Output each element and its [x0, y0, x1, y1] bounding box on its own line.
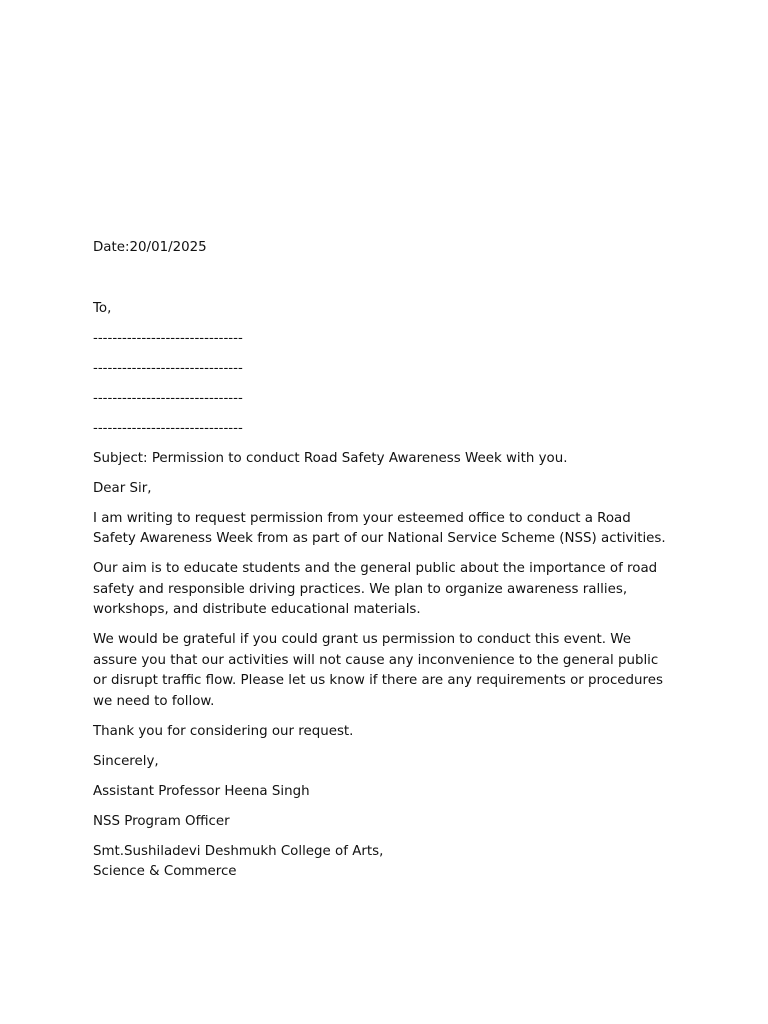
letter-body: [93, 238, 673, 883]
institution-line-1: Smt.Sushiladevi Deshmukh College of Arts,: [93, 843, 384, 859]
signature-name: Assistant Professor Heena Singh: [93, 783, 310, 799]
institution-line-2: Science & Commerce: [93, 864, 237, 879]
address-line-1: -------------------------------: [93, 330, 243, 346]
body-paragraph-2: Our aim is to educate students and the general public about the importance of road safety and responsible driving practices. We plan to organize awareness rallies, workshops, and distribute educational materials.: [93, 561, 658, 617]
address-line-4: -------------------------------: [93, 420, 243, 436]
recipient-to: To,: [93, 300, 112, 316]
address-line-2: -------------------------------: [93, 360, 243, 376]
salutation: Dear Sir,: [93, 480, 152, 496]
closing-line: Sincerely,: [93, 753, 159, 769]
thanks-line: Thank you for considering our request.: [93, 723, 354, 739]
letter-date: Date:20/01/2025: [93, 240, 207, 255]
signature-title: NSS Program Officer: [93, 813, 230, 829]
body-paragraph-3: We would be grateful if you could grant us permission to conduct this event. We assure you that our activities will not cause any inconvenience to the general public or disrupt traffic flow. Please let us know if there are any requirements or procedures we need to follow.: [93, 632, 663, 709]
body-paragraph-1: I am writing to request permission from your esteemed office to conduct a Road Safety Awareness Week from as part of our National Service Scheme (NSS) activities.: [93, 510, 666, 546]
address-line-3: -------------------------------: [93, 390, 243, 406]
subject-line: Subject: Permission to conduct Road Safety Awareness Week with you.: [93, 450, 568, 466]
